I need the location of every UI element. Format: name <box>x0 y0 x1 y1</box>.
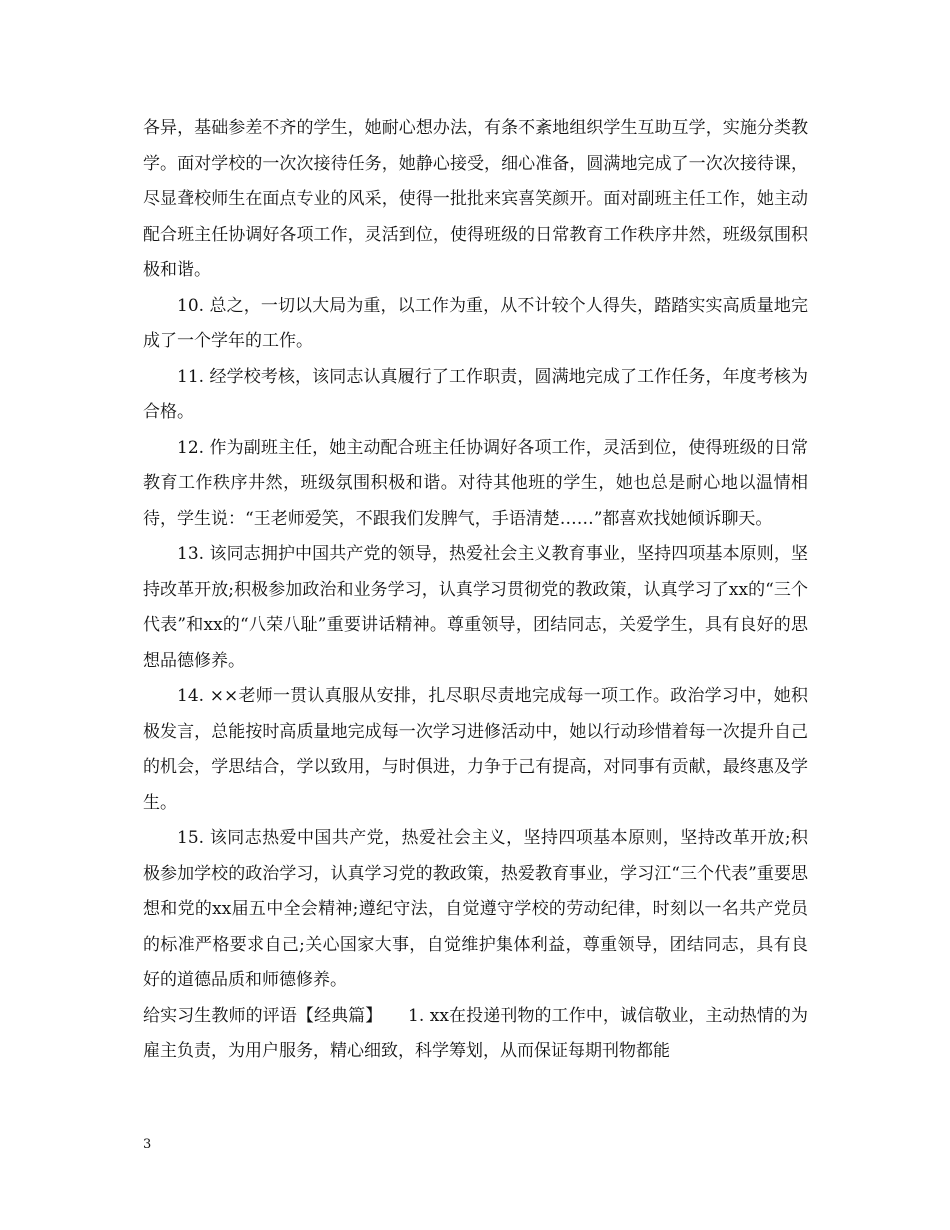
page-number: 3 <box>143 1137 152 1152</box>
body-text <box>143 111 808 1070</box>
paragraph-continuation: 各异，基础参差不齐的学生，她耐心想办法，有条不紊地组织学生互助互学，实施分类教学。面对学校的一次次接待任务，她静心接受，细心准备，圆满地完成了一次次接待课，尽显聋校师生在面点专业的风采，使得一批批来宾喜笑颜开。面对副班主任工作，她主动配合班主任协调好各项工作，灵活到位，使得班级的日常教育工作秩序井然，班级氛围积极和谐。 <box>143 118 808 280</box>
paragraph-item-13: 13. 该同志拥护中国共产党的领导，热爱社会主义教育事业，坚持四项基本原则，坚持改革开放;积极参加政治和业务学习，认真学习贯彻党的教政策，认真学习了xx的“三个代表”和xx的“八荣八耻”重要讲话精神。尊重领导，团结同志，关爱学生，具有良好的思想品德修养。 <box>143 544 808 671</box>
section-heading-paragraph: 给实习生教师的评语【经典篇】 1. xx在投递刊物的工作中，诚信敬业，主动热情的为雇主负责，为用户服务，精心细致，科学筹划，从而保证每期刊物都能 <box>143 1005 808 1061</box>
paragraph-item-10: 10. 总之，一切以大局为重，以工作为重，从不计较个人得失，踏踏实实高质量地完成了一个学年的工作。 <box>143 295 808 351</box>
paragraph-item-11: 11. 经学校考核，该同志认真履行了工作职责，圆满地完成了工作任务，年度考核为合格。 <box>143 366 808 422</box>
paragraph-item-12: 12. 作为副班主任，她主动配合班主任协调好各项工作，灵活到位，使得班级的日常教育工作秩序井然，班级氛围积极和谐。对待其他班的学生，她也总是耐心地以温情相待，学生说：“王老师爱笑，不跟我们发脾气，手语清楚……”都喜欢找她倾诉聊天。 <box>143 437 808 529</box>
paragraph-item-15: 15. 该同志热爱中国共产党，热爱社会主义，坚持四项基本原则，坚持改革开放;积极参加学校的政治学习，认真学习党的教政策，热爱教育事业，学习江“三个代表”重要思想和党的xx届五中全会精神;遵纪守法，自觉遵守学校的劳动纪律，时刻以一名共产党员的标准严格要求自己;关心国家大事，自觉维护集体利益，尊重领导，团结同志，具有良好的道德品质和师德修养。 <box>143 828 808 990</box>
paragraph-item-14: 14. ××老师一贯认真服从安排，扎尽职尽责地完成每一项工作。政治学习中，她积极发言，总能按时高质量地完成每一次学习进修活动中，她以行动珍惜着每一次提升自己的机会，学思结合，学以致用，与时俱进，力争于己有提高，对同事有贡献，最终惠及学生。 <box>143 686 808 813</box>
